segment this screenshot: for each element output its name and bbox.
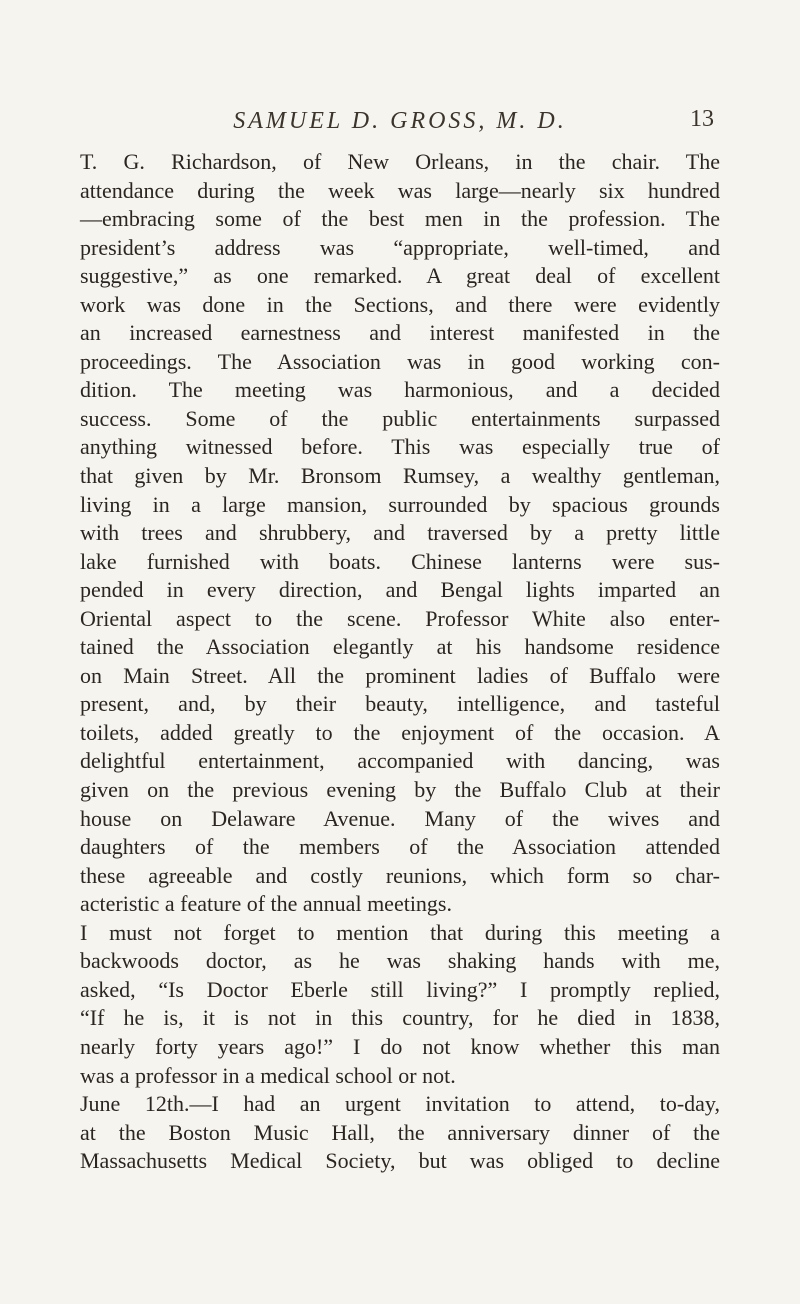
body-text xyxy=(80,148,720,1176)
text-line: anything witnessed before. This was especially true of xyxy=(80,434,720,460)
text-line: house on Delaware Avenue. Many of the wives and xyxy=(80,805,720,831)
text-line: June 12th.—I had an urgent invitation to attend, to-day, xyxy=(80,1091,720,1117)
text-line: an increased earnestness and interest manifested in the xyxy=(80,320,720,346)
text-line: that given by Mr. Bronsom Rumsey, a wealthy gentleman, xyxy=(80,463,720,489)
text-line: I must not forget to mention that during this meeting a xyxy=(80,919,720,945)
text-line: “If he is, it is not in this country, for he died in 1838, xyxy=(80,1005,720,1031)
text-line: was a professor in a medical school or not. xyxy=(80,1062,456,1088)
text-line: suggestive,” as one remarked. A great deal of excellent xyxy=(80,263,720,289)
text-line: president’s address was “appropriate, well-timed, and xyxy=(80,234,720,260)
text-line: daughters of the members of the Association attended xyxy=(80,834,720,860)
text-line: backwoods doctor, as he was shaking hands with me, xyxy=(80,948,720,974)
text-line: success. Some of the public entertainments surpassed xyxy=(80,405,720,431)
text-line: dition. The meeting was harmonious, and a decided xyxy=(80,377,720,403)
text-line: these agreeable and costly reunions, which form so char- xyxy=(80,862,720,888)
text-line: present, and, by their beauty, intelligence, and tasteful xyxy=(80,691,720,717)
running-head xyxy=(0,102,800,142)
text-line: living in a large mansion, surrounded by spacious grounds xyxy=(80,491,720,517)
text-line: Massachusetts Medical Society, but was obliged to decline xyxy=(80,1148,720,1174)
page-number: 13 xyxy=(690,106,714,132)
text-line: nearly forty years ago!” I do not know whether this man xyxy=(80,1033,720,1059)
text-line: acteristic a feature of the annual meetings. xyxy=(80,891,452,917)
text-line: tained the Association elegantly at his handsome residence xyxy=(80,634,720,660)
text-line: —embracing some of the best men in the profession. The xyxy=(80,206,720,232)
text-line: on Main Street. All the prominent ladies of Buffalo were xyxy=(80,662,720,688)
text-line: toilets, added greatly to the enjoyment of the occasion. A xyxy=(80,719,720,745)
running-title: SAMUEL D. GROSS, M. D. xyxy=(233,108,567,134)
text-line: proceedings. The Association was in good working con- xyxy=(80,348,720,374)
text-line: at the Boston Music Hall, the anniversary dinner of the xyxy=(80,1119,720,1145)
text-line: with trees and shrubbery, and traversed by a pretty little xyxy=(80,520,720,546)
text-line: attendance during the week was large—nearly six hundred xyxy=(80,177,720,203)
text-line: asked, “Is Doctor Eberle still living?” I promptly replied, xyxy=(80,976,720,1002)
text-line: given on the previous evening by the Buffalo Club at their xyxy=(80,777,720,803)
text-line: T. G. Richardson, of New Orleans, in the chair. The xyxy=(80,149,720,174)
text-line: delightful entertainment, accompanied with dancing, was xyxy=(80,748,720,774)
text-line: Oriental aspect to the scene. Professor White also enter- xyxy=(80,605,720,631)
text-line: lake furnished with boats. Chinese lanterns were sus- xyxy=(80,548,720,574)
text-line: work was done in the Sections, and there were evidently xyxy=(80,291,720,317)
text-line: pended in every direction, and Bengal lights imparted an xyxy=(80,577,720,603)
